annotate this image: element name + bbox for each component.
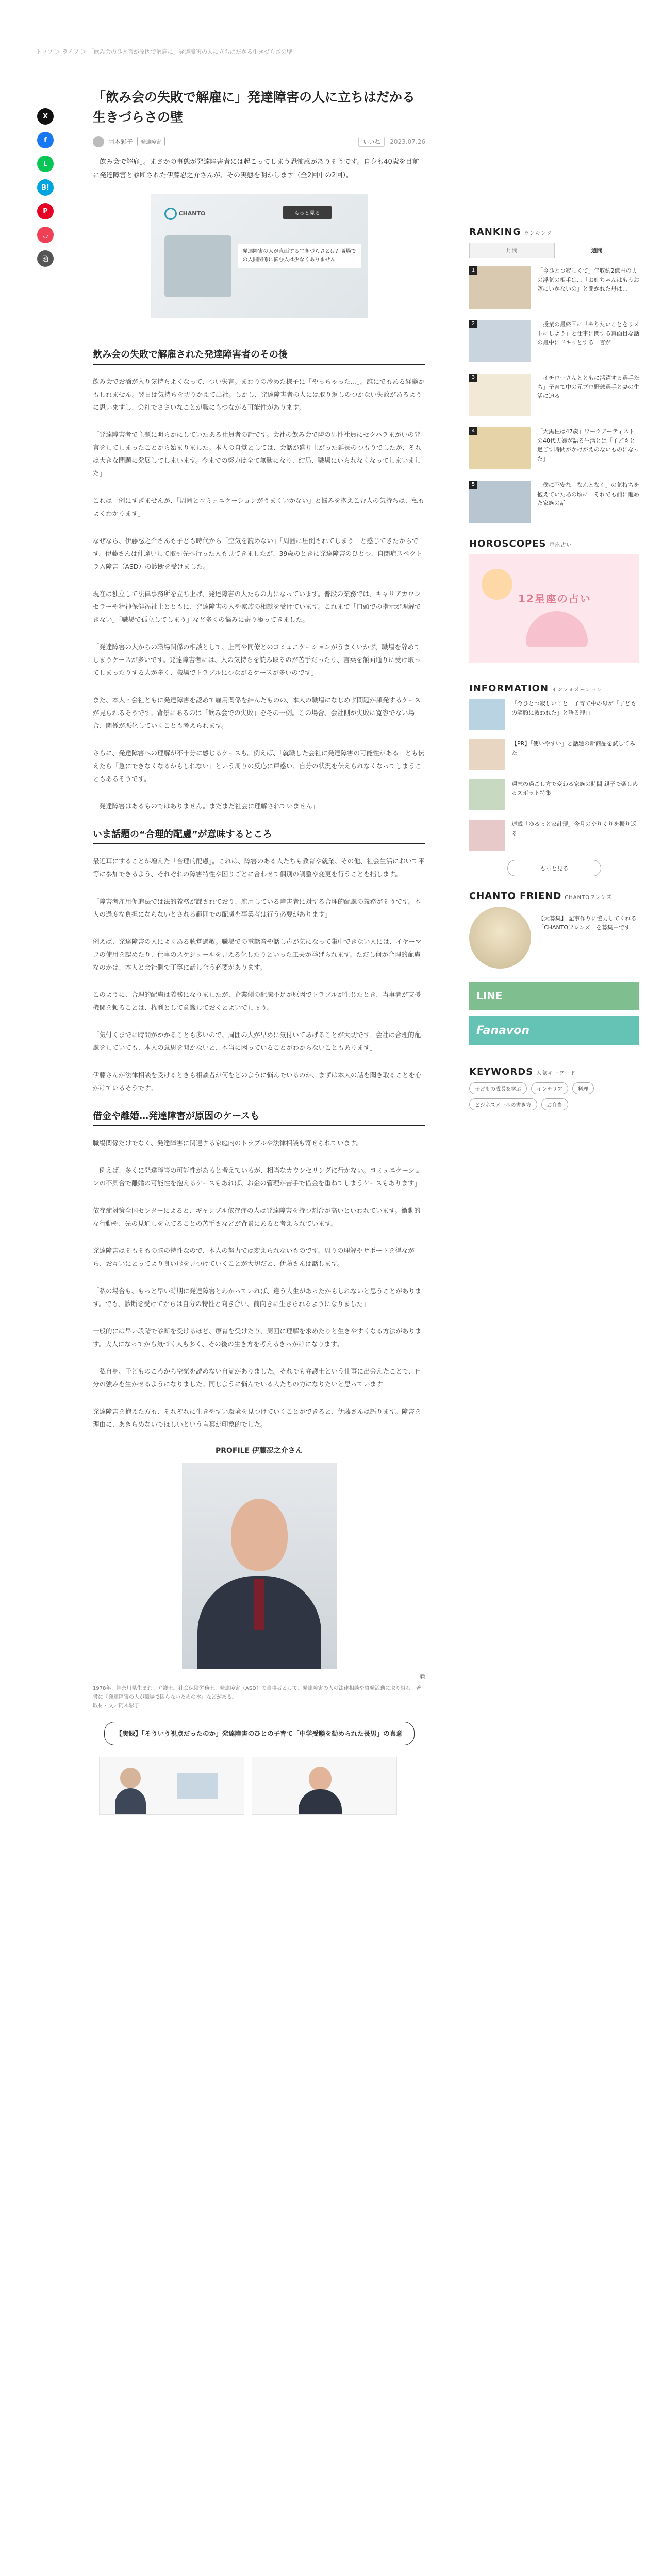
information-title: 連載「ゆるっと家計簿」今月のやりくりを振り返る <box>511 821 636 837</box>
expand-icon[interactable]: ⧉ <box>420 1672 425 1681</box>
information-item[interactable] <box>469 779 639 810</box>
ranking-thumbnail <box>469 427 531 469</box>
ranking-title: 「大黒柱は47歳」ワークアーティストの40代夫婦が語る生活とは「子どもと過ごす時間がかけがえのないものになった」 <box>537 428 639 462</box>
rank-number: 1 <box>469 266 477 275</box>
article-paragraph: このように、合理的配慮は義務になりましたが、企業側の配慮不足が原因でトラブルが生じたとき、当事者が支援機関を頼ることは、権利として意識しておくとよいでしょう。 <box>93 990 421 1011</box>
rank-number: 5 <box>469 481 477 489</box>
avatar <box>93 136 104 147</box>
horoscope-banner-title: 12星座の占い <box>518 592 591 605</box>
ranking-list <box>469 266 639 523</box>
keyword-tag[interactable]: お弁当 <box>541 1098 568 1110</box>
ranking-item[interactable] <box>469 427 639 469</box>
information-heading: INFORMATION インフォメーション <box>469 683 603 694</box>
article-paragraph: 「発達障害はあるものではありません。まだまだ社会に理解されていません」 <box>93 802 319 810</box>
information-item[interactable] <box>469 739 639 770</box>
information-item[interactable] <box>469 699 639 730</box>
information-title: 「今ひとつ寂しいこと」子育て中の母が「子どもの笑顔に救われた」と語る理由 <box>511 700 636 716</box>
keyword-tag[interactable]: ビジネスメールの書き方 <box>469 1098 537 1110</box>
ranking-thumbnail <box>469 374 531 416</box>
friend-text: 【大募集】 記事作りに協力してくれる「CHANTOフレンズ」を募集中です <box>538 915 637 931</box>
friend-image <box>469 907 531 969</box>
article-paragraph: 「発達障害者で主題に明らかにしていたある社員者の話です。会社の飲み会で隣の男性社員にセクハラまがいの発言をしてしまったことから始まりました。本人の自覚としては、会話が盛り上がった延長のつもりでしたが、それは大きな問題に発展してしまいます。今までの努力は全て無駄になり、結局、職場にいられなくなってしまいました」 <box>93 430 422 477</box>
article-lead: 「飲み会で解雇」。まさかの事態が発達障害者には起こってしまう恐怖感がありそうです。自身も40歳を目前に発達障害と診断された伊藤忍之介さんが、その実態を明かします（全2回中の2回）。 <box>93 158 419 179</box>
author-name[interactable]: 阿木彩子 <box>108 138 134 145</box>
rank-number: 4 <box>469 427 477 435</box>
profile-heading: PROFILE 伊藤忍之介さん <box>215 1446 303 1455</box>
ranking-title: 「僕に不安な「なんとなく」の気持ちを抱えていたあの頃に」それでも前に進めた家族の話 <box>537 482 639 507</box>
ranking-item[interactable] <box>469 481 639 523</box>
ranking-thumbnail <box>469 481 531 523</box>
x-share-icon[interactable]: X <box>37 108 54 125</box>
publish-date: 2023.07.26 <box>390 138 425 145</box>
profile-caption: 1978年、神奈川県生まれ。弁護士。社会保険労務士。発達障害（ASD）の当事者として、発達障害の人の法律相談や啓発活動に取り組む。著書に『発達障害の人が職場で困らないための本』などがある。 取材・文／阿木彩子 <box>93 1685 421 1709</box>
section-heading: いま話題の“合理的配慮”が意味するところ <box>93 827 425 844</box>
article-paragraph: 「障害者雇用促進法では法的義務が課されており、雇用している障害者に対する合理的配慮の義務がそうです。本人の過度な負担にならないとされる範囲での配慮を事業者は行う必要があります」 <box>93 897 421 918</box>
copy-link-icon[interactable]: ⎘ <box>37 250 54 267</box>
article-tag[interactable]: 発達障害 <box>137 137 165 146</box>
breadcrumb: トップ ＞ ライフ ＞ 「飲み会のひと言が原因で解雇に」発達障害の人に立ちはだかる生きづらさの壁 <box>36 48 293 55</box>
profile-credit: 取材・文／阿木彩子 <box>93 1703 139 1709</box>
information-thumbnail <box>469 739 505 770</box>
hero-caption: 発達障害の人が直面する生きづらさとは？職場での人間関係に悩む人は少なくありません <box>238 244 361 268</box>
information-title: 【PR】「使いやすい」と話題の新商品を試してみた <box>511 740 635 756</box>
keywords-heading: KEYWORDS 人気キーワード <box>469 1066 576 1077</box>
ranking-title: 「授業の最終回に「やりたいことをリストにしよう」と仕事に関する真面目な話の最中にドキッとする一言が」 <box>537 321 639 346</box>
article-paragraph: 現在は独立して法律事務所を立ち上げ、発達障害の人たちの力になっています。普段の業務では、キャリアカウンセラーや精神保健福祉士とともに、発達障害の人や家族の相談を受けています。これまで「口頭での指示が理解できない」「職場で孤立してしまう」など多くの悩みに寄り添ってきました。 <box>93 589 421 623</box>
article-paragraph: 最近耳にすることが増えた「合理的配慮」。これは、障害のある人たちも教育や就業、その他、社会生活において平等に参加できるよう、それぞれの障害特性や困りごとに合わせて個別の調整や変更を行うことを指します。 <box>93 857 425 878</box>
ranking-item[interactable] <box>469 374 639 416</box>
sidebar <box>469 227 639 1110</box>
article-paragraph: 例えば、発達障害の人によくある聴覚過敏。職場での電話音や話し声が気になって集中できない人には、イヤーマフの使用を認めたり、仕事のスケジュールを見える化したりといった工夫が挙げられます。ただし何が合理的配慮なのかは、本人と会社側で丁寧に話し合う必要があります。 <box>93 937 422 971</box>
horoscopes-heading: HOROSCOPES 星座占い <box>469 538 572 549</box>
ranking-title: 「イチローさんとともに活躍する選手たち」子育て中の元プロ野球選手と妻の生活に迫る <box>537 375 639 400</box>
article <box>93 88 425 1815</box>
keyword-tag[interactable]: 子どもの成長を学ぶ <box>469 1082 527 1094</box>
article-paragraph: 発達障害はそもそもの脳の特性なので、本人の努力では変えられないものです。周りの理解やサポートを得ながら、お互いにとってより良い形を見つけていくことが大切だと、伊藤さんは話します。 <box>93 1246 415 1267</box>
article-title: 「飲み会の失敗で解雇に」発達障害の人に立ちはだかる生きづらさの壁 <box>93 90 416 125</box>
article-paragraph: 発達障害を抱えた方も、それぞれに生きやすい環境を見つけていくことができると、伊藤さんは語ります。障害を理由に、あきらめないでほしいという言葉が印象的でした。 <box>93 1407 421 1428</box>
line-share-icon[interactable]: L <box>37 156 54 172</box>
line-banner[interactable]: LINE <box>469 982 639 1010</box>
section-heading: 飲み会の失敗で解雇された発達障害者のその後 <box>93 347 425 365</box>
ranking-item[interactable] <box>469 266 639 309</box>
information-thumbnail <box>469 699 505 730</box>
horoscope-banner[interactable] <box>469 554 639 663</box>
article-body <box>93 347 425 1431</box>
hero-logo: CHANTO <box>164 208 206 220</box>
ranking-heading: RANKING ランキング <box>469 227 553 238</box>
like-button[interactable]: いいね <box>358 137 385 147</box>
profile-photo <box>182 1463 337 1669</box>
keyword-list <box>469 1082 639 1110</box>
related-thumbnails <box>93 1757 425 1815</box>
article-paragraph: これは一例にすぎませんが、「周囲とコミュニケーションがうまくいかない」と悩みを抱えこむ人の気持ちは、私もよくわかります」 <box>93 496 425 517</box>
information-thumbnail <box>469 820 505 851</box>
article-paragraph: また、本人・会社ともに発達障害を認めて雇用関係を結んだものの、本人の職場になじめず問題が頻発するケースが見られるそうです。背景にあるのは「飲み会での失敗」をその一例。この場合、会社側が失敗に寛容でない場合、関係が悪化していくことも考えられます。 <box>93 696 421 730</box>
share-buttons <box>37 108 54 274</box>
related-thumbnail[interactable] <box>252 1757 397 1815</box>
article-paragraph: 「発達障害の人からの職場関係の相談として、上司や同僚とのコミュニケーションがうまくいかず、職場を辞めてしまうケースが多いです。発達障害者には、人の気持ちを読み取るのが苦手だったり、言葉を額面通りに受け取ってしまったりする人が多く、職場でトラブルにつながるケースが多いのです」 <box>93 642 421 676</box>
rank-number: 3 <box>469 374 477 382</box>
article-paragraph: 「例えば、多くに発達障害の可能性があると考えているが、相当なカウンセリングに行かない。コミュニケーションの不具合で離婚の可能性を抱えるケースもあれば、お金の管理が苦手で借金を重ねてしまうケースもあります」 <box>93 1166 421 1187</box>
ranking-item[interactable] <box>469 320 639 362</box>
hatena-share-icon[interactable]: B! <box>37 179 54 196</box>
pocket-share-icon[interactable]: ◡ <box>37 227 54 243</box>
related-thumbnail[interactable] <box>99 1757 244 1815</box>
rank-number: 2 <box>469 320 477 328</box>
information-thumbnail <box>469 779 505 810</box>
ranking-thumbnail <box>469 266 531 309</box>
breadcrumb-current: 「飲み会のひと言が原因で解雇に」発達障害の人に立ちはだかる生きづらさの壁 <box>88 48 293 55</box>
ranking-thumbnail <box>469 320 531 362</box>
article-paragraph: 「気付くまでに時間がかかることも多いので、周囲の人が早めに気付いてあげることが大切です。会社は合理的配慮をしていても、本人の意思を聞かないと、本当に困っていることがわからないこともあります」 <box>93 1030 421 1052</box>
information-list <box>469 699 639 851</box>
hero-image <box>151 194 368 318</box>
pinterest-share-icon[interactable]: P <box>37 203 54 219</box>
article-paragraph: なぜなら、伊藤忍之介さんも子ども時代から「空気を読めない」「周囲に圧倒されてしまう」と感じてきたからです。伊藤さんは仲違いして取引先へ行った人も見てきましたが、39歳のときに発達障害のひとつ、自閉症スペクトラム障害（ASD）の診断を受けました。 <box>93 536 423 570</box>
ranking-tabs <box>469 243 639 258</box>
section-heading: 借金や離婚…発達障害が原因のケースも <box>93 1109 425 1126</box>
author-row <box>93 136 425 147</box>
tab-monthly[interactable]: 月間 <box>469 243 554 258</box>
fanavon-banner[interactable]: Fanavon <box>469 1016 639 1045</box>
breadcrumb-home[interactable]: トップ <box>36 48 53 55</box>
article-paragraph: 職場関係だけでなく、発達障害に関連する家庭内のトラブルや法律相談も寄せられています。 <box>93 1139 363 1147</box>
keyword-tag[interactable]: 料理 <box>572 1082 594 1094</box>
article-paragraph: 「私自身、子どものころから空気を読めない自覚がありました。それでも弁護士という仕事に出会えたことで、自分の強みを生かせるようになりました。同じように悩んでいる人たちの力になりたいと思っています」 <box>93 1367 422 1388</box>
friend-recruit[interactable] <box>469 907 639 969</box>
article-paragraph: 「私の場合も、もっと早い時期に発達障害とわかっていれば、違う人生があったかもしれないと思うことがあります。でも、診断を受けてからは自分の特性と向き合い、前向きに生きられるようになりました」 <box>93 1286 422 1308</box>
article-paragraph: 伊藤さんが法律相談を受けるときも相談者が何をどのように悩んでいるのか、まずは本人の話を聞き取ることを心がけているそうです。 <box>93 1071 422 1092</box>
breadcrumb-life[interactable]: ライフ <box>62 48 79 55</box>
article-paragraph: 飲み会でお酒が入り気持ちよくなって、つい失言。まわりの冷めた様子に「やっちゃった…」。誰にでもある経験かもしれません。翌日は気持ちを切りかえて出社。しかし、発達障害者の人には取り返しのつかない失敗があるように思いますし、会社でささいなことが職にもつながる可能性があります。 <box>93 377 425 411</box>
more-button[interactable]: もっと見る <box>507 860 601 876</box>
facebook-share-icon[interactable]: f <box>37 132 54 148</box>
information-item[interactable] <box>469 820 639 851</box>
article-paragraph: 依存症対策全国センターによると、ギャンブル依存症の人は発達障害を持つ割合が高いといわれています。衝動的な行動や、先の見通しを立てることの苦手さなどが背景にあると考えられています。 <box>93 1206 421 1227</box>
friend-heading: CHANTO FRIEND CHANTOフレンズ <box>469 891 613 902</box>
hero-more-button[interactable]: もっと見る <box>283 206 332 219</box>
information-title: 週末の過ごし方で変わる家族の時間 親子で楽しめるスポット特集 <box>511 781 638 796</box>
keyword-tag[interactable]: インテリア <box>531 1082 568 1094</box>
article-paragraph: 一般的には早い段階で診断を受けるほど、療育を受けたり、周囲に理解を求めたりと生きやすくなる方法があります。大人になってから気づく人も多く、その後の生き方を考えるきっかけになります。 <box>93 1327 422 1348</box>
hero-illustration <box>164 235 231 297</box>
related-article-button[interactable]: 【実録】「そういう視点だったのか」発達障害のひとの子育て「中学受験を勧められた長男」の真意 <box>104 1722 415 1745</box>
ranking-title: 「今ひとつ寂しくて」年収約2億円の夫の浮気の相手は…「お姉ちゃんはもうお嫁にいかないの」と聞かれた母は… <box>537 267 639 293</box>
article-paragraph: さらに、発達障害への理解が不十分に感じるケースも。例えば、「就職した会社に発達障害の可能性がある」とも伝えたら「急にできなくなるかもしれない」という周りの反応に戸惑い、自分の状況を伝えられなくなってしまうこともあるそうです。 <box>93 749 425 783</box>
tab-weekly[interactable]: 週間 <box>554 243 639 258</box>
